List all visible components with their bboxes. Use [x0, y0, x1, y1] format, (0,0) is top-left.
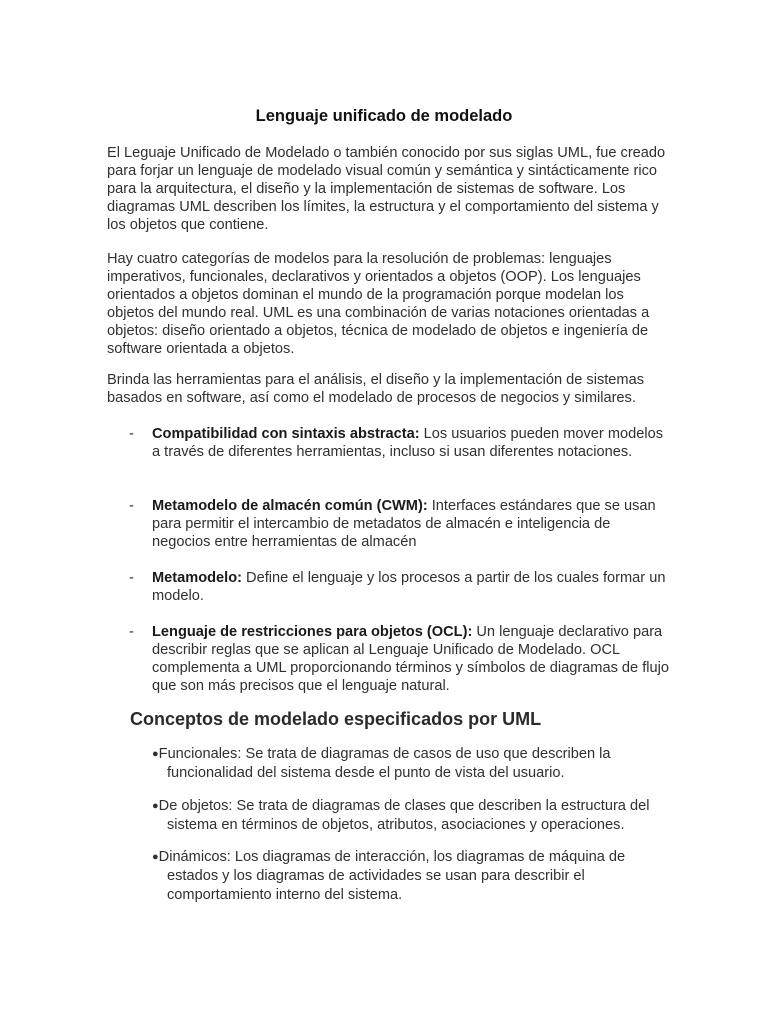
- bullet-item-functional: [143, 745, 663, 783]
- bullet-icon: ●: [152, 748, 159, 760]
- list-item-cwm: [129, 497, 669, 551]
- paragraph-categories: Hay cuatro categorías de modelos para la resolución de problemas: lenguajes imperativos, funcionales, declarativos y orientados a objetos (OOP). Los lenguajes orientados a objetos dominan el mundo de la programación porque modelan los objetos del mundo real. UML es una combinación de varias notaciones orientadas a objetos: diseño orientado a objetos, técnica de modelado de objetos e ingeniería de software orientada a objetos.: [107, 251, 650, 357]
- list-item-term: Lenguaje de restricciones para objetos (OCL):: [152, 624, 473, 640]
- dash-marker: -: [129, 570, 134, 586]
- bullet-text: Dinámicos: Los diagramas de interacción, los diagramas de máquina de estados y los diagramas de actividades se usan para describir el comportamiento interno del sistema.: [158, 849, 626, 903]
- list-item-text: Interfaces estándares que se usan para permitir el intercambio de metadatos de almacén e inteligencia de negocios entre herramientas de almacén: [152, 498, 656, 550]
- bullet-item-objects: [143, 797, 663, 835]
- dash-marker: -: [129, 624, 134, 640]
- list-item-compatibility: [129, 425, 669, 461]
- bullet-text: De objetos: Se trata de diagramas de clases que describen la estructura del sistema en términos de objetos, atributos, asociaciones y operaciones.: [158, 798, 650, 833]
- document-title: Lenguaje unificado de modelado: [255, 107, 513, 125]
- list-item-term: Metamodelo:: [152, 570, 242, 586]
- bullet-icon: ●: [152, 800, 159, 812]
- section-heading: Conceptos de modelado especificados por UML: [130, 709, 542, 729]
- paragraph-tools: Brinda las herramientas para el análisis, el diseño y la implementación de sistemas basados en software, así como el modelado de procesos de negocios y similares.: [107, 372, 644, 406]
- list-item-term: Compatibilidad con sintaxis abstracta:: [152, 426, 420, 442]
- list-item-text: Los usuarios pueden mover modelos a través de diferentes herramientas, incluso si usan diferentes notaciones.: [152, 426, 663, 460]
- bullet-text: Funcionales: Se trata de diagramas de casos de uso que describen la funcionalidad del sistema desde el punto de vista del usuario.: [158, 746, 611, 781]
- list-item-text: Define el lenguaje y los procesos a partir de los cuales formar un modelo.: [152, 570, 666, 604]
- bullet-icon: ●: [152, 851, 159, 863]
- list-item-metamodel: [129, 569, 669, 605]
- list-item-text: Un lenguaje declarativo para describir reglas que se aplican al Lenguaje Unificado de Modelado. OCL complementa a UML proporcionando términos y símbolos de diagramas de flujo que son más precisos que el lenguaje natural.: [152, 624, 669, 694]
- dash-marker: -: [129, 498, 134, 514]
- list-item-ocl: [129, 623, 669, 695]
- dash-marker: -: [129, 426, 134, 442]
- paragraph-intro: El Leguaje Unificado de Modelado o también conocido por sus siglas UML, fue creado para forjar un lenguaje de modelado visual común y semántica y sintácticamente rico para la arquitectura, el diseño y la implementación de sistemas de software. Los diagramas UML describen los límites, la estructura y el comportamiento del sistema y los objetos que contiene.: [107, 145, 666, 233]
- list-item-term: Metamodelo de almacén común (CWM):: [152, 498, 428, 514]
- bullet-item-dynamic: [143, 848, 663, 905]
